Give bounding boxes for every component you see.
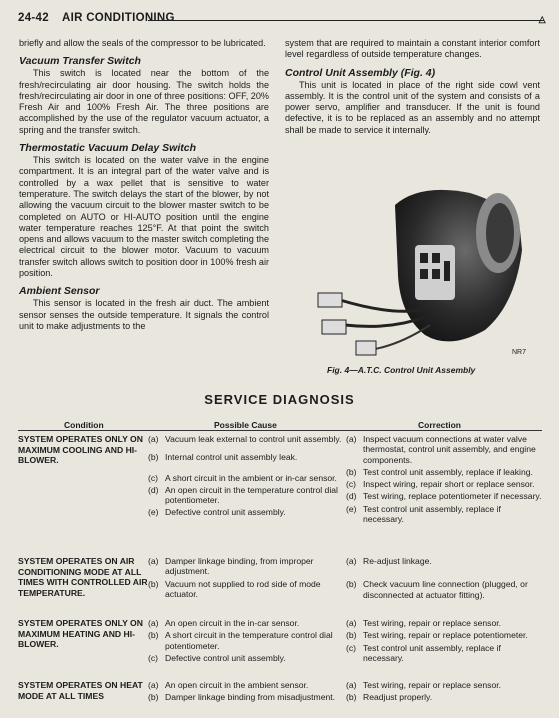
figure-caption: Fig. 4—A.T.C. Control Unit Assembly <box>327 365 476 375</box>
header-triangle-icon: △ <box>538 14 546 24</box>
figure-code: NR7 <box>512 349 527 356</box>
cause-list <box>148 556 346 601</box>
cause-list <box>148 434 346 520</box>
service-diagnosis-title: SERVICE DIAGNOSIS <box>204 392 355 407</box>
list-item: (a) Re-adjust linkage. <box>346 556 432 566</box>
continuation-text: briefly and allow the seals of the compressor to be lubricated. <box>19 38 266 48</box>
list-item: (e) Defective control unit assembly. <box>148 507 286 518</box>
list-item: (b) Test control unit assembly, replace if leaking. <box>346 466 533 477</box>
list-item: (c) Inspect wiring, repair short or replace sensor. <box>346 479 535 490</box>
cause-list <box>148 680 346 705</box>
list-item: (a) Inspect vacuum connections at water valve thermostat, control unit assembly, and engine components. <box>346 434 536 465</box>
cause-header: Possible Cause <box>214 420 277 430</box>
correction-header: Correction <box>418 420 461 430</box>
list-item: (a) Vacuum leak external to control unit assembly. <box>148 434 342 444</box>
page-header <box>18 12 546 26</box>
list-item: (a) Test wiring, repair or replace sensor. <box>346 618 502 628</box>
section-heading: Thermostatic Vacuum Delay Switch <box>19 142 196 155</box>
list-item: (d) An open circuit in the temperature control dial potentiometer. <box>148 484 338 506</box>
correction-list <box>346 680 542 705</box>
section-body: This unit is located in place of the right side cowl vent assembly. It is the control unit of the system and consists of a power servo, amplifier and transducer. If the unit is found defective, it is to be replaced as an assembly and no attempt shall be made to service it internally. <box>285 79 540 135</box>
condition-text: SYSTEM OPERATES ONLY ON MAXIMUM HEATING AND HI-BLOWER. <box>18 618 143 649</box>
list-item: (a) Damper linkage binding, from improper adjustment. <box>148 556 314 577</box>
condition-header: Condition <box>64 420 104 430</box>
section-body: This switch is located on the water valve in the engine compartment. It is an integral part of the water valve and is controlled by a wax pellet that is sensitive to water temperature. The switch delays the start of the blower, by not allowing the vacuum circuit to the blower master switch to be completed on AUTO or HI-AUTO position until the engine water temperature reaches 125°F. At that point the switch opens and allows vacuum to the master switch completing the electrical circuit to the blower motor. Vacuum to vacuum transfer switch allows switch to position door in 100% fresh air position. <box>19 155 269 279</box>
list-item: (a) An open circuit in the ambient sensor. <box>148 680 309 690</box>
list-item: (c) A short circuit in the ambient or in-car sensor. <box>148 472 337 483</box>
section-heading: Vacuum Transfer Switch <box>19 55 141 68</box>
list-item: (b) Readjust properly. <box>346 692 433 703</box>
control-unit-figure <box>300 175 540 360</box>
section-body: This switch is located near the bottom of the fresh/recirculating air door housing. The switch holds the fresh/recirculating air door in one of three positions: OFF, 20% Fresh Air and 100% Fresh Air. The three positions are accomplished by the use of the regulator vacuum actuator, a spring and the transfer switch. <box>19 68 269 135</box>
list-item: (b) Internal control unit assembly leak. <box>148 452 298 463</box>
correction-list <box>346 556 542 602</box>
list-item: (d) Test wiring, replace potentiometer if necessary. <box>346 491 542 502</box>
list-item: (b) Vacuum not supplied to rod side of mode actuator. <box>148 578 321 599</box>
list-item: (b) A short circuit in the temperature control dial potentiometer. <box>148 630 333 651</box>
section-heading: Ambient Sensor <box>19 285 100 298</box>
list-item: (b) Check vacuum line connection (plugged, or disconnected at actuator fitting). <box>346 579 528 600</box>
condition-text: SYSTEM OPERATES ON AIR CONDITIONING MODE AT ALL TIMES WITH CONTROLLED AIR TEMPERATURE. <box>18 556 148 598</box>
header-rule <box>148 20 544 21</box>
section-body: This sensor is located in the fresh air duct. The ambient sensor senses the outside temperature. It signals the control unit to make adjustments to the <box>19 298 269 331</box>
section-heading: Control Unit Assembly (Fig. 4) <box>285 66 436 79</box>
list-item: (e) Test control unit assembly, replace if necessary. <box>346 503 501 525</box>
page-number: 24-42 <box>18 12 49 24</box>
list-item: (b) Damper linkage binding from misadjustment. <box>148 692 336 703</box>
list-item: (c) Defective control unit assembly. <box>148 652 286 663</box>
header-rule <box>18 430 542 431</box>
condition-text: SYSTEM OPERATES ONLY ON MAXIMUM COOLING AND HI-BLOWER. <box>18 434 143 465</box>
continuation-text: system that are required to maintain a constant interior comfort level regardless of outside temperature changes. <box>285 38 540 60</box>
cause-list <box>148 618 346 665</box>
chapter-title: AIR CONDITIONING <box>62 12 175 24</box>
correction-list <box>346 618 542 665</box>
list-item: (a) Test wiring, repair or replace sensor. <box>346 680 502 690</box>
correction-list <box>346 434 542 526</box>
right-column <box>285 38 540 136</box>
condition-text: SYSTEM OPERATES ON HEAT MODE AT ALL TIMES <box>18 680 143 701</box>
list-item: (b) Test wiring, repair or replace potentiometer. <box>346 630 528 641</box>
list-item: (c) Test control unit assembly, replace if necessary. <box>346 642 501 663</box>
list-item: (a) An open circuit in the in-car sensor. <box>148 618 300 628</box>
left-column <box>19 38 269 332</box>
